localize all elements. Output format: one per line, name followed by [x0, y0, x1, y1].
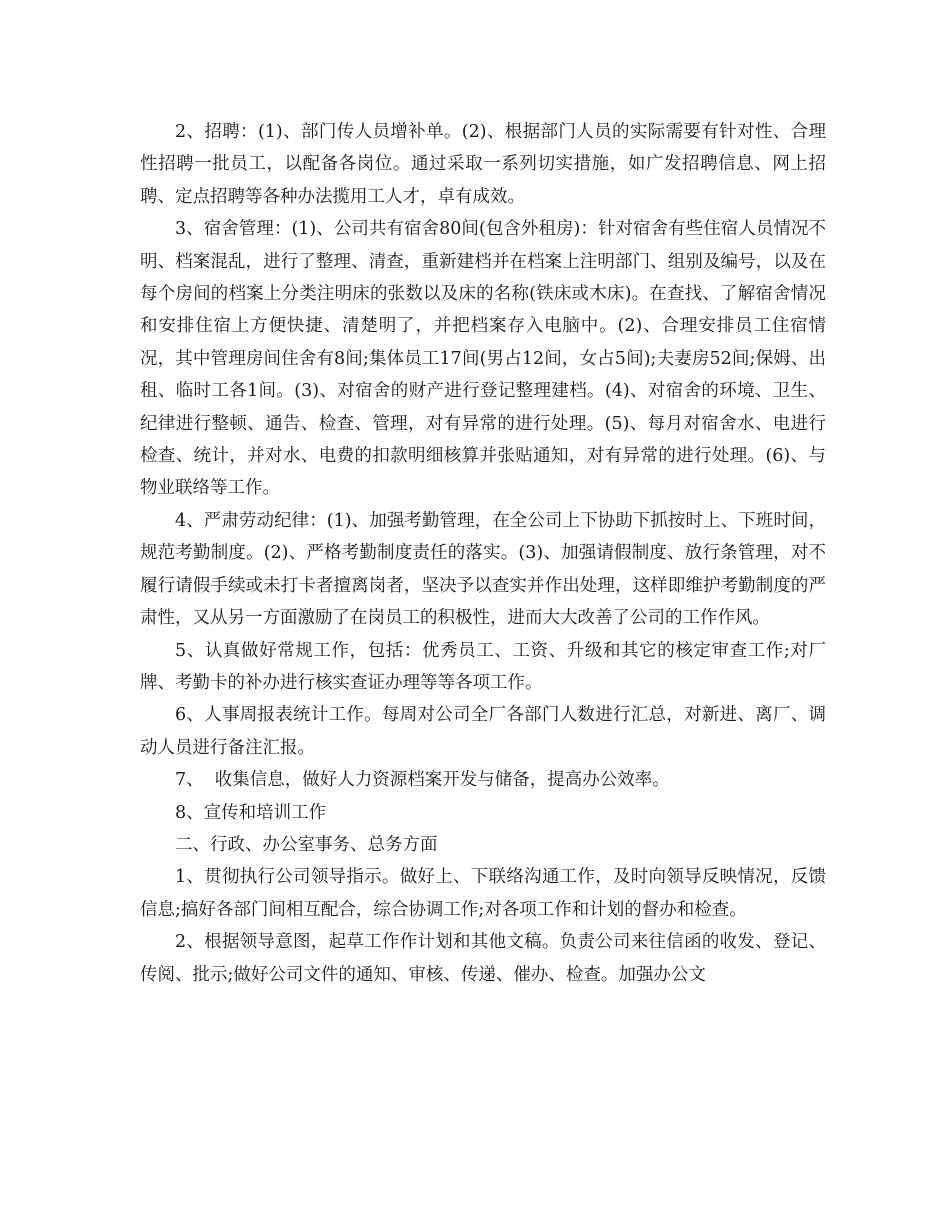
- paragraph-routine-work: 5、认真做好常规工作，包括：优秀员工、工资、升级和其它的核定审查工作;对厂牌、考勤卡的补办进行核实查证办理等等各项工作。: [140, 640, 826, 693]
- section-heading-administration: 二、行政、办公室事务、总务方面: [175, 834, 438, 855]
- document-page: [140, 116, 826, 991]
- paragraph-training: 8、宣传和培训工作: [175, 802, 327, 823]
- paragraph-labor-discipline: 4、严肃劳动纪律：(1)、加强考勤管理，在全公司上下协助下抓按时上、下班时间，规范考勤制度。(2)、严格考勤制度责任的落实。(3)、加强请假制度、放行条管理，对不履行请假手续或未打卡者擅离岗者，坚决予以查实并作出处理，这样即维护考勤制度的严肃性，又从另一方面激励了在岗员工的积极性，进而大大改善了公司的工作作风。: [140, 510, 826, 629]
- paragraph-dormitory-management: 3、宿舍管理：(1)、公司共有宿舍80间(包含外租房)：针对宿舍有些住宿人员情况不明、档案混乱，进行了整理、清查，重新建档并在档案上注明部门、组别及编号，以及在每个房间的档案上分类注明床的张数以及床的名称(铁床或木床)。在查找、了解宿舍情况和安排住宿上方便快捷、清楚明了，并把档案存入电脑中。(2)、合理安排员工住宿情况，其中管理房间住舍有8间;集体员工17间(男占12间，女占5间);夫妻房52间;保姆、出租、临时工各1间。(3)、对宿舍的财产进行登记整理建档。(4)、对宿舍的环境、卫生、纪律进行整顿、通告、检查、管理，对有异常的进行处理。(5)、每月对宿舍水、电进行检查、统计，并对水、电费的扣款明细核算并张贴通知，对有异常的进行处理。(6)、与物业联络等工作。: [140, 219, 826, 499]
- paragraph-recruitment: 2、招聘：(1)、部门传人员增补单。(2)、根据部门人员的实际需要有针对性、合理性招聘一批员工，以配备各岗位。通过采取一系列切实措施，如广发招聘信息、网上招聘、定点招聘等各种办法揽用工人才，卓有成效。: [140, 122, 826, 207]
- paragraph-leadership-instructions: 1、贯彻执行公司领导指示。做好上、下联络沟通工作，及时向领导反映情况，反馈信息;搞好各部门间相互配合，综合协调工作;对各项工作和计划的督办和检查。: [140, 867, 826, 920]
- paragraph-drafting-documents: 2、根据领导意图，起草工作作计划和其他文稿。负责公司来往信函的收发、登记、传阅、批示;做好公司文件的通知、审核、传递、催办、检查。加强办公文: [140, 932, 826, 985]
- paragraph-weekly-report: 6、人事周报表统计工作。每周对公司全厂各部门人数进行汇总，对新进、离厂、调动人员进行备注汇报。: [140, 705, 826, 758]
- paragraph-information-collection: 7、 收集信息，做好人力资源档案开发与储备，提高办公效率。: [175, 770, 670, 791]
